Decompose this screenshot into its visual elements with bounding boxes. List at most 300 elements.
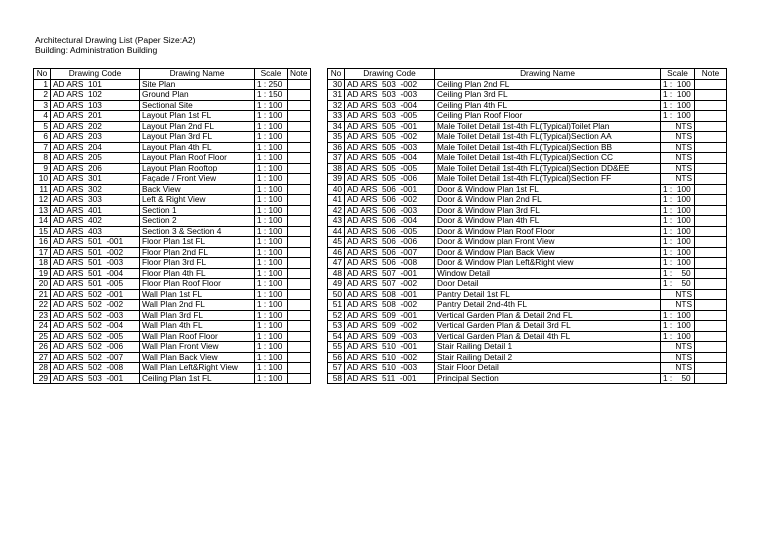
cell-drawing-name: Male Toilet Detail 1st-4th FL(Typical)Section CC bbox=[435, 153, 661, 164]
cell-scale: 1 : 100 bbox=[255, 195, 288, 206]
cell-no: 58 bbox=[328, 373, 345, 384]
cell-scale: 1 : 100 bbox=[255, 310, 288, 321]
cell-no: 3 bbox=[34, 100, 51, 111]
table-row bbox=[328, 237, 727, 248]
table-row bbox=[328, 321, 727, 332]
cell-drawing-code: AD ARS 505 -002 bbox=[345, 132, 435, 143]
cell-no: 56 bbox=[328, 352, 345, 363]
cell-drawing-name: Vertical Garden Plan & Detail 2nd FL bbox=[435, 310, 661, 321]
cell-no: 43 bbox=[328, 216, 345, 227]
cell-drawing-code: AD ARS 509 -002 bbox=[345, 321, 435, 332]
header-scale: Scale bbox=[661, 69, 695, 80]
cell-drawing-code: AD ARS 501 -003 bbox=[51, 258, 140, 269]
cell-scale: 1 : 100 bbox=[255, 132, 288, 143]
cell-drawing-code: AD ARS 505 -004 bbox=[345, 153, 435, 164]
cell-no: 55 bbox=[328, 342, 345, 353]
cell-drawing-code: AD ARS 503 -002 bbox=[345, 79, 435, 90]
cell-no: 45 bbox=[328, 237, 345, 248]
cell-drawing-code: AD ARS 510 -002 bbox=[345, 352, 435, 363]
cell-no: 16 bbox=[34, 237, 51, 248]
header-drawing-name: Drawing Name bbox=[435, 69, 661, 80]
cell-note bbox=[288, 258, 311, 269]
cell-drawing-name: Section 2 bbox=[140, 216, 255, 227]
cell-note bbox=[695, 289, 727, 300]
table-row bbox=[328, 279, 727, 290]
cell-scale: 1 : 100 bbox=[255, 342, 288, 353]
cell-no: 22 bbox=[34, 300, 51, 311]
cell-no: 40 bbox=[328, 184, 345, 195]
table-row bbox=[328, 363, 727, 374]
cell-note bbox=[695, 184, 727, 195]
cell-scale: 1 : 100 bbox=[661, 184, 695, 195]
cell-drawing-code: AD ARS 301 bbox=[51, 174, 140, 185]
cell-drawing-name: Pantry Detail 1st FL bbox=[435, 289, 661, 300]
cell-note bbox=[288, 111, 311, 122]
cell-no: 1 bbox=[34, 79, 51, 90]
cell-no: 42 bbox=[328, 205, 345, 216]
cell-drawing-code: AD ARS 501 -004 bbox=[51, 268, 140, 279]
cell-note bbox=[288, 226, 311, 237]
cell-scale: 1 : 100 bbox=[661, 247, 695, 258]
cell-drawing-code: AD ARS 502 -002 bbox=[51, 300, 140, 311]
cell-scale: 1 : 50 bbox=[661, 373, 695, 384]
cell-drawing-name: Pantry Detail 2nd-4th FL bbox=[435, 300, 661, 311]
table-row bbox=[34, 90, 311, 101]
cell-no: 9 bbox=[34, 163, 51, 174]
cell-note bbox=[695, 331, 727, 342]
cell-no: 14 bbox=[34, 216, 51, 227]
cell-drawing-code: AD ARS 502 -003 bbox=[51, 310, 140, 321]
cell-scale: 1 : 100 bbox=[255, 226, 288, 237]
cell-scale: 1 : 100 bbox=[661, 258, 695, 269]
table-row bbox=[328, 247, 727, 258]
cell-drawing-code: AD ARS 506 -004 bbox=[345, 216, 435, 227]
cell-no: 49 bbox=[328, 279, 345, 290]
cell-drawing-code: AD ARS 502 -005 bbox=[51, 331, 140, 342]
cell-note bbox=[288, 184, 311, 195]
cell-drawing-code: AD ARS 103 bbox=[51, 100, 140, 111]
table-row bbox=[34, 226, 311, 237]
cell-drawing-name: Door & Window Plan 4th FL bbox=[435, 216, 661, 227]
cell-no: 28 bbox=[34, 363, 51, 374]
cell-drawing-name: Door & Window Plan Roof Floor bbox=[435, 226, 661, 237]
table-row bbox=[34, 352, 311, 363]
cell-drawing-name: Wall Plan Roof Floor bbox=[140, 331, 255, 342]
cell-note bbox=[695, 90, 727, 101]
cell-no: 33 bbox=[328, 111, 345, 122]
cell-drawing-code: AD ARS 507 -002 bbox=[345, 279, 435, 290]
cell-scale: 1 : 100 bbox=[255, 174, 288, 185]
table-row bbox=[328, 90, 727, 101]
cell-drawing-code: AD ARS 502 -006 bbox=[51, 342, 140, 353]
table-row bbox=[328, 121, 727, 132]
cell-drawing-name: Male Toilet Detail 1st-4th FL(Typical)Toilet Plan bbox=[435, 121, 661, 132]
cell-drawing-name: Ceiling Plan 3rd FL bbox=[435, 90, 661, 101]
cell-drawing-code: AD ARS 503 -003 bbox=[345, 90, 435, 101]
cell-note bbox=[288, 205, 311, 216]
table-row bbox=[328, 132, 727, 143]
cell-scale: NTS bbox=[661, 132, 695, 143]
cell-drawing-name: Wall Plan 4th FL bbox=[140, 321, 255, 332]
table-row bbox=[34, 363, 311, 374]
cell-note bbox=[288, 195, 311, 206]
cell-drawing-name: Door & Window Plan 2nd FL bbox=[435, 195, 661, 206]
table-row bbox=[328, 373, 727, 384]
cell-note bbox=[695, 142, 727, 153]
cell-scale: 1 : 100 bbox=[255, 352, 288, 363]
cell-drawing-code: AD ARS 503 -001 bbox=[51, 373, 140, 384]
cell-scale: NTS bbox=[661, 153, 695, 164]
cell-note bbox=[695, 216, 727, 227]
cell-note bbox=[288, 331, 311, 342]
cell-no: 47 bbox=[328, 258, 345, 269]
cell-scale: 1 : 100 bbox=[255, 184, 288, 195]
cell-scale: 1 : 100 bbox=[661, 205, 695, 216]
cell-note bbox=[288, 237, 311, 248]
table-row bbox=[34, 174, 311, 185]
cell-drawing-code: AD ARS 205 bbox=[51, 153, 140, 164]
table-row bbox=[328, 142, 727, 153]
cell-no: 32 bbox=[328, 100, 345, 111]
cell-drawing-name: Wall Plan 3rd FL bbox=[140, 310, 255, 321]
cell-drawing-name: Ceiling Plan Roof Floor bbox=[435, 111, 661, 122]
cell-no: 15 bbox=[34, 226, 51, 237]
cell-note bbox=[695, 321, 727, 332]
cell-note bbox=[695, 237, 727, 248]
cell-drawing-name: Layout Plan 2nd FL bbox=[140, 121, 255, 132]
cell-scale: 1 : 100 bbox=[255, 279, 288, 290]
cell-drawing-name: Male Toilet Detail 1st-4th FL(Typical)Section DD&EE bbox=[435, 163, 661, 174]
cell-no: 13 bbox=[34, 205, 51, 216]
building-name: Building: Administration Building bbox=[35, 45, 158, 55]
cell-scale: 1 : 100 bbox=[661, 90, 695, 101]
cell-scale: 1 : 100 bbox=[255, 216, 288, 227]
cell-drawing-name: Window Detail bbox=[435, 268, 661, 279]
header-note: Note bbox=[695, 69, 727, 80]
cell-scale: 1 : 100 bbox=[255, 205, 288, 216]
cell-scale: 1 : 100 bbox=[255, 163, 288, 174]
table-row bbox=[328, 289, 727, 300]
cell-drawing-name: Door & Window Plan 3rd FL bbox=[435, 205, 661, 216]
table-row bbox=[328, 163, 727, 174]
cell-drawing-name: Vertical Garden Plan & Detail 3rd FL bbox=[435, 321, 661, 332]
cell-note bbox=[288, 132, 311, 143]
table-row bbox=[328, 79, 727, 90]
table-row bbox=[328, 258, 727, 269]
table-row bbox=[34, 153, 311, 164]
cell-drawing-name: Vertical Garden Plan & Detail 4th FL bbox=[435, 331, 661, 342]
cell-scale: NTS bbox=[661, 174, 695, 185]
cell-no: 53 bbox=[328, 321, 345, 332]
table-row bbox=[328, 226, 727, 237]
cell-no: 21 bbox=[34, 289, 51, 300]
cell-scale: 1 : 100 bbox=[255, 237, 288, 248]
cell-drawing-code: AD ARS 203 bbox=[51, 132, 140, 143]
table-row bbox=[34, 342, 311, 353]
cell-drawing-name: Door Detail bbox=[435, 279, 661, 290]
cell-no: 25 bbox=[34, 331, 51, 342]
cell-scale: 1 : 100 bbox=[661, 195, 695, 206]
cell-note bbox=[288, 279, 311, 290]
cell-note bbox=[695, 352, 727, 363]
cell-no: 34 bbox=[328, 121, 345, 132]
cell-drawing-name: Floor Plan 2nd FL bbox=[140, 247, 255, 258]
cell-note bbox=[288, 363, 311, 374]
table-row bbox=[34, 195, 311, 206]
cell-drawing-name: Stair Floor Detail bbox=[435, 363, 661, 374]
cell-no: 31 bbox=[328, 90, 345, 101]
cell-scale: 1 : 50 bbox=[661, 268, 695, 279]
cell-drawing-name: Male Toilet Detail 1st-4th FL(Typical)Section AA bbox=[435, 132, 661, 143]
cell-no: 11 bbox=[34, 184, 51, 195]
header-drawing-name: Drawing Name bbox=[140, 69, 255, 80]
cell-drawing-name: Floor Plan 4th FL bbox=[140, 268, 255, 279]
cell-note bbox=[288, 153, 311, 164]
cell-scale: 1 : 100 bbox=[661, 226, 695, 237]
table-header-row bbox=[328, 69, 727, 80]
cell-no: 38 bbox=[328, 163, 345, 174]
cell-scale: 1 : 100 bbox=[661, 237, 695, 248]
cell-drawing-code: AD ARS 501 -002 bbox=[51, 247, 140, 258]
cell-note bbox=[695, 310, 727, 321]
cell-drawing-name: Floor Plan Roof Floor bbox=[140, 279, 255, 290]
cell-drawing-code: AD ARS 502 -007 bbox=[51, 352, 140, 363]
cell-no: 12 bbox=[34, 195, 51, 206]
cell-no: 5 bbox=[34, 121, 51, 132]
cell-note bbox=[695, 373, 727, 384]
cell-drawing-code: AD ARS 506 -001 bbox=[345, 184, 435, 195]
cell-scale: 1 : 100 bbox=[255, 247, 288, 258]
cell-scale: 1 : 100 bbox=[255, 363, 288, 374]
cell-note bbox=[288, 321, 311, 332]
cell-drawing-code: AD ARS 506 -005 bbox=[345, 226, 435, 237]
cell-note bbox=[288, 289, 311, 300]
cell-scale: NTS bbox=[661, 352, 695, 363]
cell-drawing-code: AD ARS 401 bbox=[51, 205, 140, 216]
cell-drawing-name: Layout Plan Roof Floor bbox=[140, 153, 255, 164]
cell-note bbox=[695, 363, 727, 374]
cell-scale: 1 : 100 bbox=[255, 321, 288, 332]
cell-drawing-code: AD ARS 402 bbox=[51, 216, 140, 227]
cell-no: 29 bbox=[34, 373, 51, 384]
cell-no: 23 bbox=[34, 310, 51, 321]
table-row bbox=[328, 300, 727, 311]
cell-scale: NTS bbox=[661, 363, 695, 374]
table-row bbox=[34, 247, 311, 258]
cell-note bbox=[288, 142, 311, 153]
cell-no: 50 bbox=[328, 289, 345, 300]
cell-no: 52 bbox=[328, 310, 345, 321]
cell-no: 48 bbox=[328, 268, 345, 279]
drawing-list-table-right bbox=[327, 68, 727, 384]
cell-drawing-name: Principal Section bbox=[435, 373, 661, 384]
cell-note bbox=[695, 205, 727, 216]
cell-drawing-name: Male Toilet Detail 1st-4th FL(Typical)Section FF bbox=[435, 174, 661, 185]
cell-note bbox=[288, 310, 311, 321]
table-row bbox=[328, 216, 727, 227]
cell-drawing-code: AD ARS 509 -001 bbox=[345, 310, 435, 321]
cell-note bbox=[695, 258, 727, 269]
cell-drawing-name: Stair Railing Detail 2 bbox=[435, 352, 661, 363]
cell-no: 20 bbox=[34, 279, 51, 290]
cell-scale: 1 : 100 bbox=[661, 79, 695, 90]
header-no: No bbox=[328, 69, 345, 80]
table-row bbox=[34, 142, 311, 153]
cell-drawing-name: Layout Plan 1st FL bbox=[140, 111, 255, 122]
table-row bbox=[328, 331, 727, 342]
cell-drawing-name: Left & Right View bbox=[140, 195, 255, 206]
header-drawing-code: Drawing Code bbox=[51, 69, 140, 80]
cell-drawing-code: AD ARS 204 bbox=[51, 142, 140, 153]
cell-scale: 1 : 100 bbox=[255, 100, 288, 111]
cell-drawing-code: AD ARS 508 -002 bbox=[345, 300, 435, 311]
cell-drawing-name: Section 3 & Section 4 bbox=[140, 226, 255, 237]
table-row bbox=[34, 205, 311, 216]
cell-note bbox=[288, 342, 311, 353]
cell-no: 26 bbox=[34, 342, 51, 353]
cell-no: 27 bbox=[34, 352, 51, 363]
cell-scale: 1 : 100 bbox=[255, 331, 288, 342]
cell-no: 7 bbox=[34, 142, 51, 153]
cell-no: 2 bbox=[34, 90, 51, 101]
table-row bbox=[34, 373, 311, 384]
cell-no: 18 bbox=[34, 258, 51, 269]
cell-drawing-name: Ceiling Plan 1st FL bbox=[140, 373, 255, 384]
cell-drawing-code: AD ARS 506 -006 bbox=[345, 237, 435, 248]
cell-note bbox=[695, 163, 727, 174]
cell-note bbox=[288, 216, 311, 227]
cell-drawing-code: AD ARS 507 -001 bbox=[345, 268, 435, 279]
cell-drawing-code: AD ARS 509 -003 bbox=[345, 331, 435, 342]
cell-drawing-code: AD ARS 303 bbox=[51, 195, 140, 206]
table-row bbox=[328, 195, 727, 206]
cell-no: 54 bbox=[328, 331, 345, 342]
cell-note bbox=[288, 352, 311, 363]
cell-drawing-name: Door & Window plan Front View bbox=[435, 237, 661, 248]
cell-scale: NTS bbox=[661, 163, 695, 174]
cell-drawing-code: AD ARS 505 -001 bbox=[345, 121, 435, 132]
table-row bbox=[34, 268, 311, 279]
cell-drawing-name: Layout Plan 4th FL bbox=[140, 142, 255, 153]
cell-drawing-name: Wall Plan Front View bbox=[140, 342, 255, 353]
cell-no: 41 bbox=[328, 195, 345, 206]
cell-note bbox=[695, 247, 727, 258]
cell-note bbox=[695, 300, 727, 311]
cell-scale: 1 : 100 bbox=[661, 111, 695, 122]
cell-drawing-name: Floor Plan 3rd FL bbox=[140, 258, 255, 269]
cell-drawing-code: AD ARS 502 -001 bbox=[51, 289, 140, 300]
cell-scale: 1 : 100 bbox=[661, 216, 695, 227]
cell-note bbox=[288, 247, 311, 258]
cell-note bbox=[695, 153, 727, 164]
cell-scale: 1 : 100 bbox=[255, 373, 288, 384]
cell-scale: 1 : 100 bbox=[661, 321, 695, 332]
cell-no: 51 bbox=[328, 300, 345, 311]
table-row bbox=[34, 300, 311, 311]
table-row bbox=[328, 174, 727, 185]
table-row bbox=[34, 310, 311, 321]
table-row bbox=[328, 352, 727, 363]
cell-scale: 1 : 100 bbox=[661, 310, 695, 321]
cell-drawing-code: AD ARS 201 bbox=[51, 111, 140, 122]
table-row bbox=[328, 153, 727, 164]
cell-drawing-code: AD ARS 502 -008 bbox=[51, 363, 140, 374]
cell-scale: NTS bbox=[661, 142, 695, 153]
cell-drawing-name: Ground Plan bbox=[140, 90, 255, 101]
table-row bbox=[34, 79, 311, 90]
cell-note bbox=[288, 300, 311, 311]
table-row bbox=[34, 289, 311, 300]
cell-scale: NTS bbox=[661, 289, 695, 300]
cell-note bbox=[695, 268, 727, 279]
table-row bbox=[34, 184, 311, 195]
cell-drawing-name: Floor Plan 1st FL bbox=[140, 237, 255, 248]
cell-scale: 1 : 250 bbox=[255, 79, 288, 90]
cell-note bbox=[288, 79, 311, 90]
cell-drawing-name: Door & Window Plan Back View bbox=[435, 247, 661, 258]
cell-note bbox=[695, 174, 727, 185]
header-drawing-code: Drawing Code bbox=[345, 69, 435, 80]
cell-drawing-name: Wall Plan 1st FL bbox=[140, 289, 255, 300]
cell-drawing-code: AD ARS 202 bbox=[51, 121, 140, 132]
cell-drawing-code: AD ARS 302 bbox=[51, 184, 140, 195]
cell-drawing-name: Façade / Front View bbox=[140, 174, 255, 185]
table-row bbox=[34, 216, 311, 227]
cell-note bbox=[695, 132, 727, 143]
cell-drawing-name: Layout Plan Rooftop bbox=[140, 163, 255, 174]
cell-drawing-code: AD ARS 505 -005 bbox=[345, 163, 435, 174]
cell-no: 8 bbox=[34, 153, 51, 164]
cell-drawing-code: AD ARS 501 -001 bbox=[51, 237, 140, 248]
table-row bbox=[34, 132, 311, 143]
cell-drawing-code: AD ARS 510 -003 bbox=[345, 363, 435, 374]
table-row bbox=[34, 237, 311, 248]
cell-note bbox=[695, 79, 727, 90]
cell-drawing-name: Ceiling Plan 2nd FL bbox=[435, 79, 661, 90]
cell-drawing-code: AD ARS 502 -004 bbox=[51, 321, 140, 332]
cell-note bbox=[288, 373, 311, 384]
table-row bbox=[328, 310, 727, 321]
cell-drawing-name: Layout Plan 3rd FL bbox=[140, 132, 255, 143]
table-row bbox=[328, 111, 727, 122]
table-row bbox=[34, 100, 311, 111]
table-row bbox=[328, 184, 727, 195]
cell-drawing-name: Stair Railing Detail 1 bbox=[435, 342, 661, 353]
cell-no: 19 bbox=[34, 268, 51, 279]
cell-scale: 1 : 100 bbox=[255, 268, 288, 279]
cell-no: 57 bbox=[328, 363, 345, 374]
cell-no: 35 bbox=[328, 132, 345, 143]
cell-note bbox=[695, 279, 727, 290]
cell-no: 4 bbox=[34, 111, 51, 122]
cell-scale: 1 : 100 bbox=[255, 111, 288, 122]
table-row bbox=[34, 331, 311, 342]
cell-drawing-name: Ceiling Plan 4th FL bbox=[435, 100, 661, 111]
cell-note bbox=[695, 100, 727, 111]
table-row bbox=[328, 342, 727, 353]
cell-scale: 1 : 100 bbox=[255, 289, 288, 300]
table-header-row bbox=[34, 69, 311, 80]
cell-no: 39 bbox=[328, 174, 345, 185]
cell-drawing-code: AD ARS 101 bbox=[51, 79, 140, 90]
cell-note bbox=[695, 195, 727, 206]
cell-scale: NTS bbox=[661, 342, 695, 353]
cell-scale: NTS bbox=[661, 300, 695, 311]
cell-drawing-code: AD ARS 506 -007 bbox=[345, 247, 435, 258]
cell-note bbox=[288, 268, 311, 279]
cell-drawing-name: Section 1 bbox=[140, 205, 255, 216]
cell-drawing-code: AD ARS 206 bbox=[51, 163, 140, 174]
